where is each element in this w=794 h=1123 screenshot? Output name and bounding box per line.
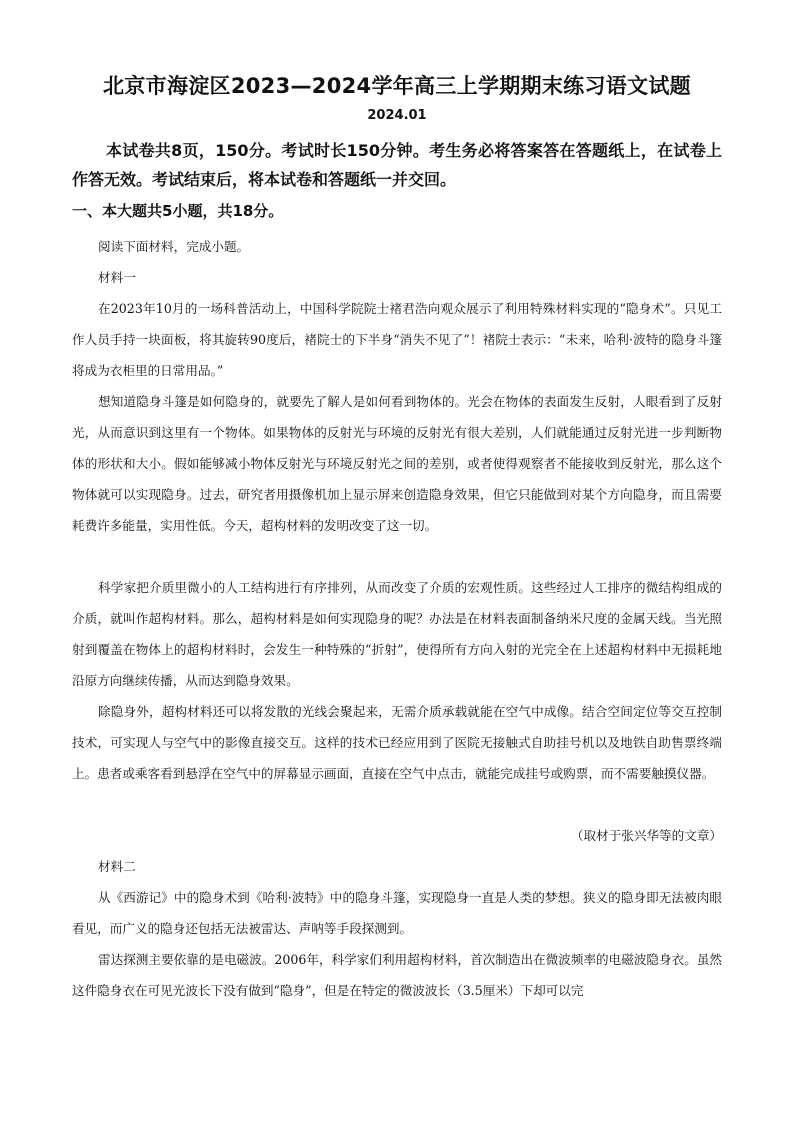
material2-paragraph-1: 从《西游记》中的隐身术到《哈利·波特》中的隐身斗篷，实现隐身一直是人类的梦想。狭义的隐身即无法被肉眼看见，而广义的隐身还包括无法被雷达、声呐等手段探测到。 bbox=[72, 890, 722, 936]
reading-instruction: 阅读下面材料，完成小题。 bbox=[98, 239, 250, 254]
material1-paragraph-4: 除隐身外，超构材料还可以将发散的光线会聚起来，无需介质承载就能在空气中成像。结合空间定位等交互控制技术，可实现人与空气中的影像直接交互。这样的技术已经应用到了医院无接触式自助挂号机以及地铁自助售票终端上。患者或乘客看到悬浮在空气中的屏幕显示画面，直接在空气中点击，就能完成挂号或购票，而不需要触摸仪器。 bbox=[72, 704, 722, 781]
material1-label: 材料一 bbox=[98, 270, 136, 285]
section-heading: 一、本大题共5小题，共18分。 bbox=[72, 202, 284, 220]
material1-paragraph-2: 想知道隐身斗篷是如何隐身的，就要先了解人是如何看到物体的。光会在物体的表面发生反射，人眼看到了反射光，从而意识到这里有一个物体。如果物体的反射光与环境的反射光有很大差别，人们就能通过反射光进一步判断物体的形状和大小。假如能够减小物体反射光与环境反射光之间的差别，或者使得观察者不能接收到反射光，那么这个物体就可以实现隐身。过去，研究者用摄像机加上显示屏来创造隐身效果，但它只能做到对某个方向隐身，而且需要耗费许多能量，实用性低。今天，超构材料的发明改变了这一切。 bbox=[72, 394, 722, 533]
material1-source: （取材于张兴华等的文章） bbox=[570, 828, 722, 843]
material2-paragraph-2: 雷达探测主要依靠的是电磁波。2006年，科学家们利用超构材料，首次制造出在微波频率的电磁波隐身衣。虽然这件隐身衣在可见光波长下没有做到“隐身”，但是在特定的微波波长（3.5厘米）下却可以完 bbox=[72, 952, 722, 998]
page-title: 北京市海淀区2023—2024学年高三上学期期末练习语文试题 bbox=[103, 74, 691, 98]
exam-date: 2024.01 bbox=[367, 108, 427, 123]
material1-paragraph-1: 在2023年10月的一场科普活动上，中国科学院院士褚君浩向观众展示了利用特殊材料实现的“隐身术”。只见工作人员手持一块面板，将其旋转90度后，褚院士的下半身“消失不见了”！褚院士表示：“未来，哈利·波特的隐身斗篷将成为衣柜里的日常用品。” bbox=[72, 301, 722, 378]
material1-paragraph-3: 科学家把介质里微小的人工结构进行有序排列，从而改变了介质的宏观性质。这些经过人工排序的微结构组成的介质，就叫作超构材料。那么，超构材料是如何实现隐身的呢？办法是在材料表面制备纳米尺度的金属天线。当光照射到覆盖在物体上的超构材料时，会发生一种特殊的“折射”，使得所有方向入射的光完全在上述超构材料中无损耗地沿原方向继续传播，从而达到隐身效果。 bbox=[72, 580, 722, 688]
exam-instructions: 本试卷共8页，150分。考试时长150分钟。考生务必将答案答在答题纸上，在试卷上作答无效。考试结束后，将本试卷和答题纸一并交回。 bbox=[72, 141, 722, 189]
material2-label: 材料二 bbox=[98, 859, 136, 874]
